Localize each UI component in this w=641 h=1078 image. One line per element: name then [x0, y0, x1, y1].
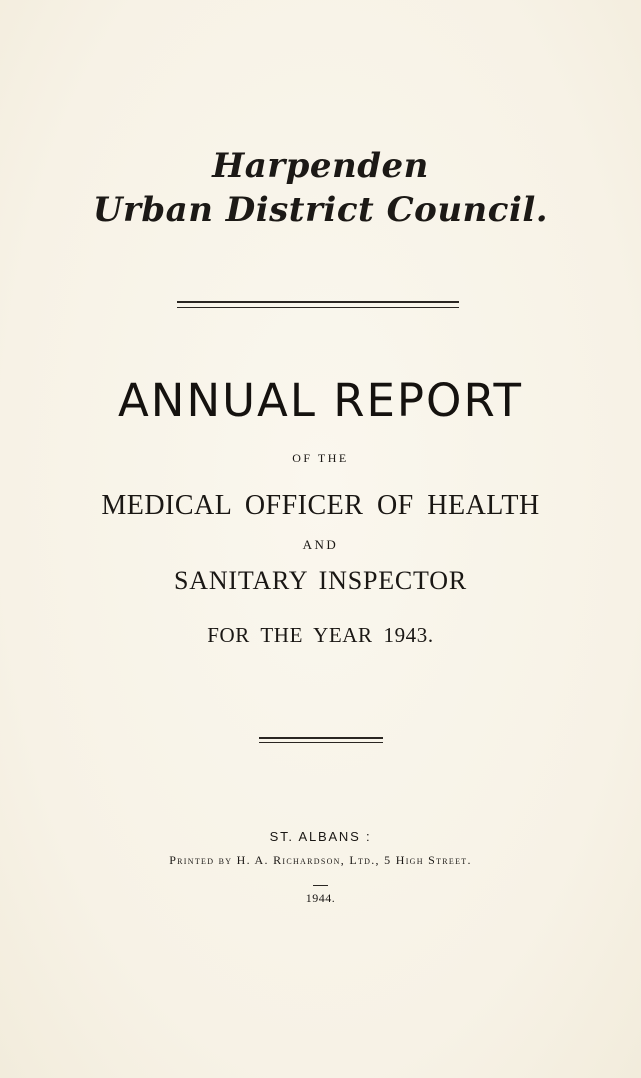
report-period: FOR THE YEAR 1943.: [207, 623, 434, 647]
bottom-divider-thick: [259, 737, 383, 739]
report-heading: ANNUAL REPORT: [118, 374, 523, 427]
officer-title: MEDICAL OFFICER OF HEALTH: [101, 490, 540, 521]
imprint-year: 1944.: [305, 891, 336, 905]
of-the-label: OF THE: [292, 451, 349, 465]
council-name-line-2: Urban District Council.: [92, 190, 549, 230]
imprint-printer: Printed by H. A. Richardson, Ltd., 5 High Street.: [169, 853, 472, 867]
imprint-place: ST. ALBANS :: [269, 829, 372, 844]
and-label: AND: [302, 537, 339, 552]
inspector-title: SANITARY INSPECTOR: [174, 566, 467, 595]
top-divider-thin: [177, 307, 459, 308]
bottom-divider-thin: [259, 742, 383, 743]
council-name-line-1: Harpenden: [212, 146, 429, 186]
top-divider-thick: [177, 301, 459, 303]
imprint-dash: [313, 885, 328, 886]
